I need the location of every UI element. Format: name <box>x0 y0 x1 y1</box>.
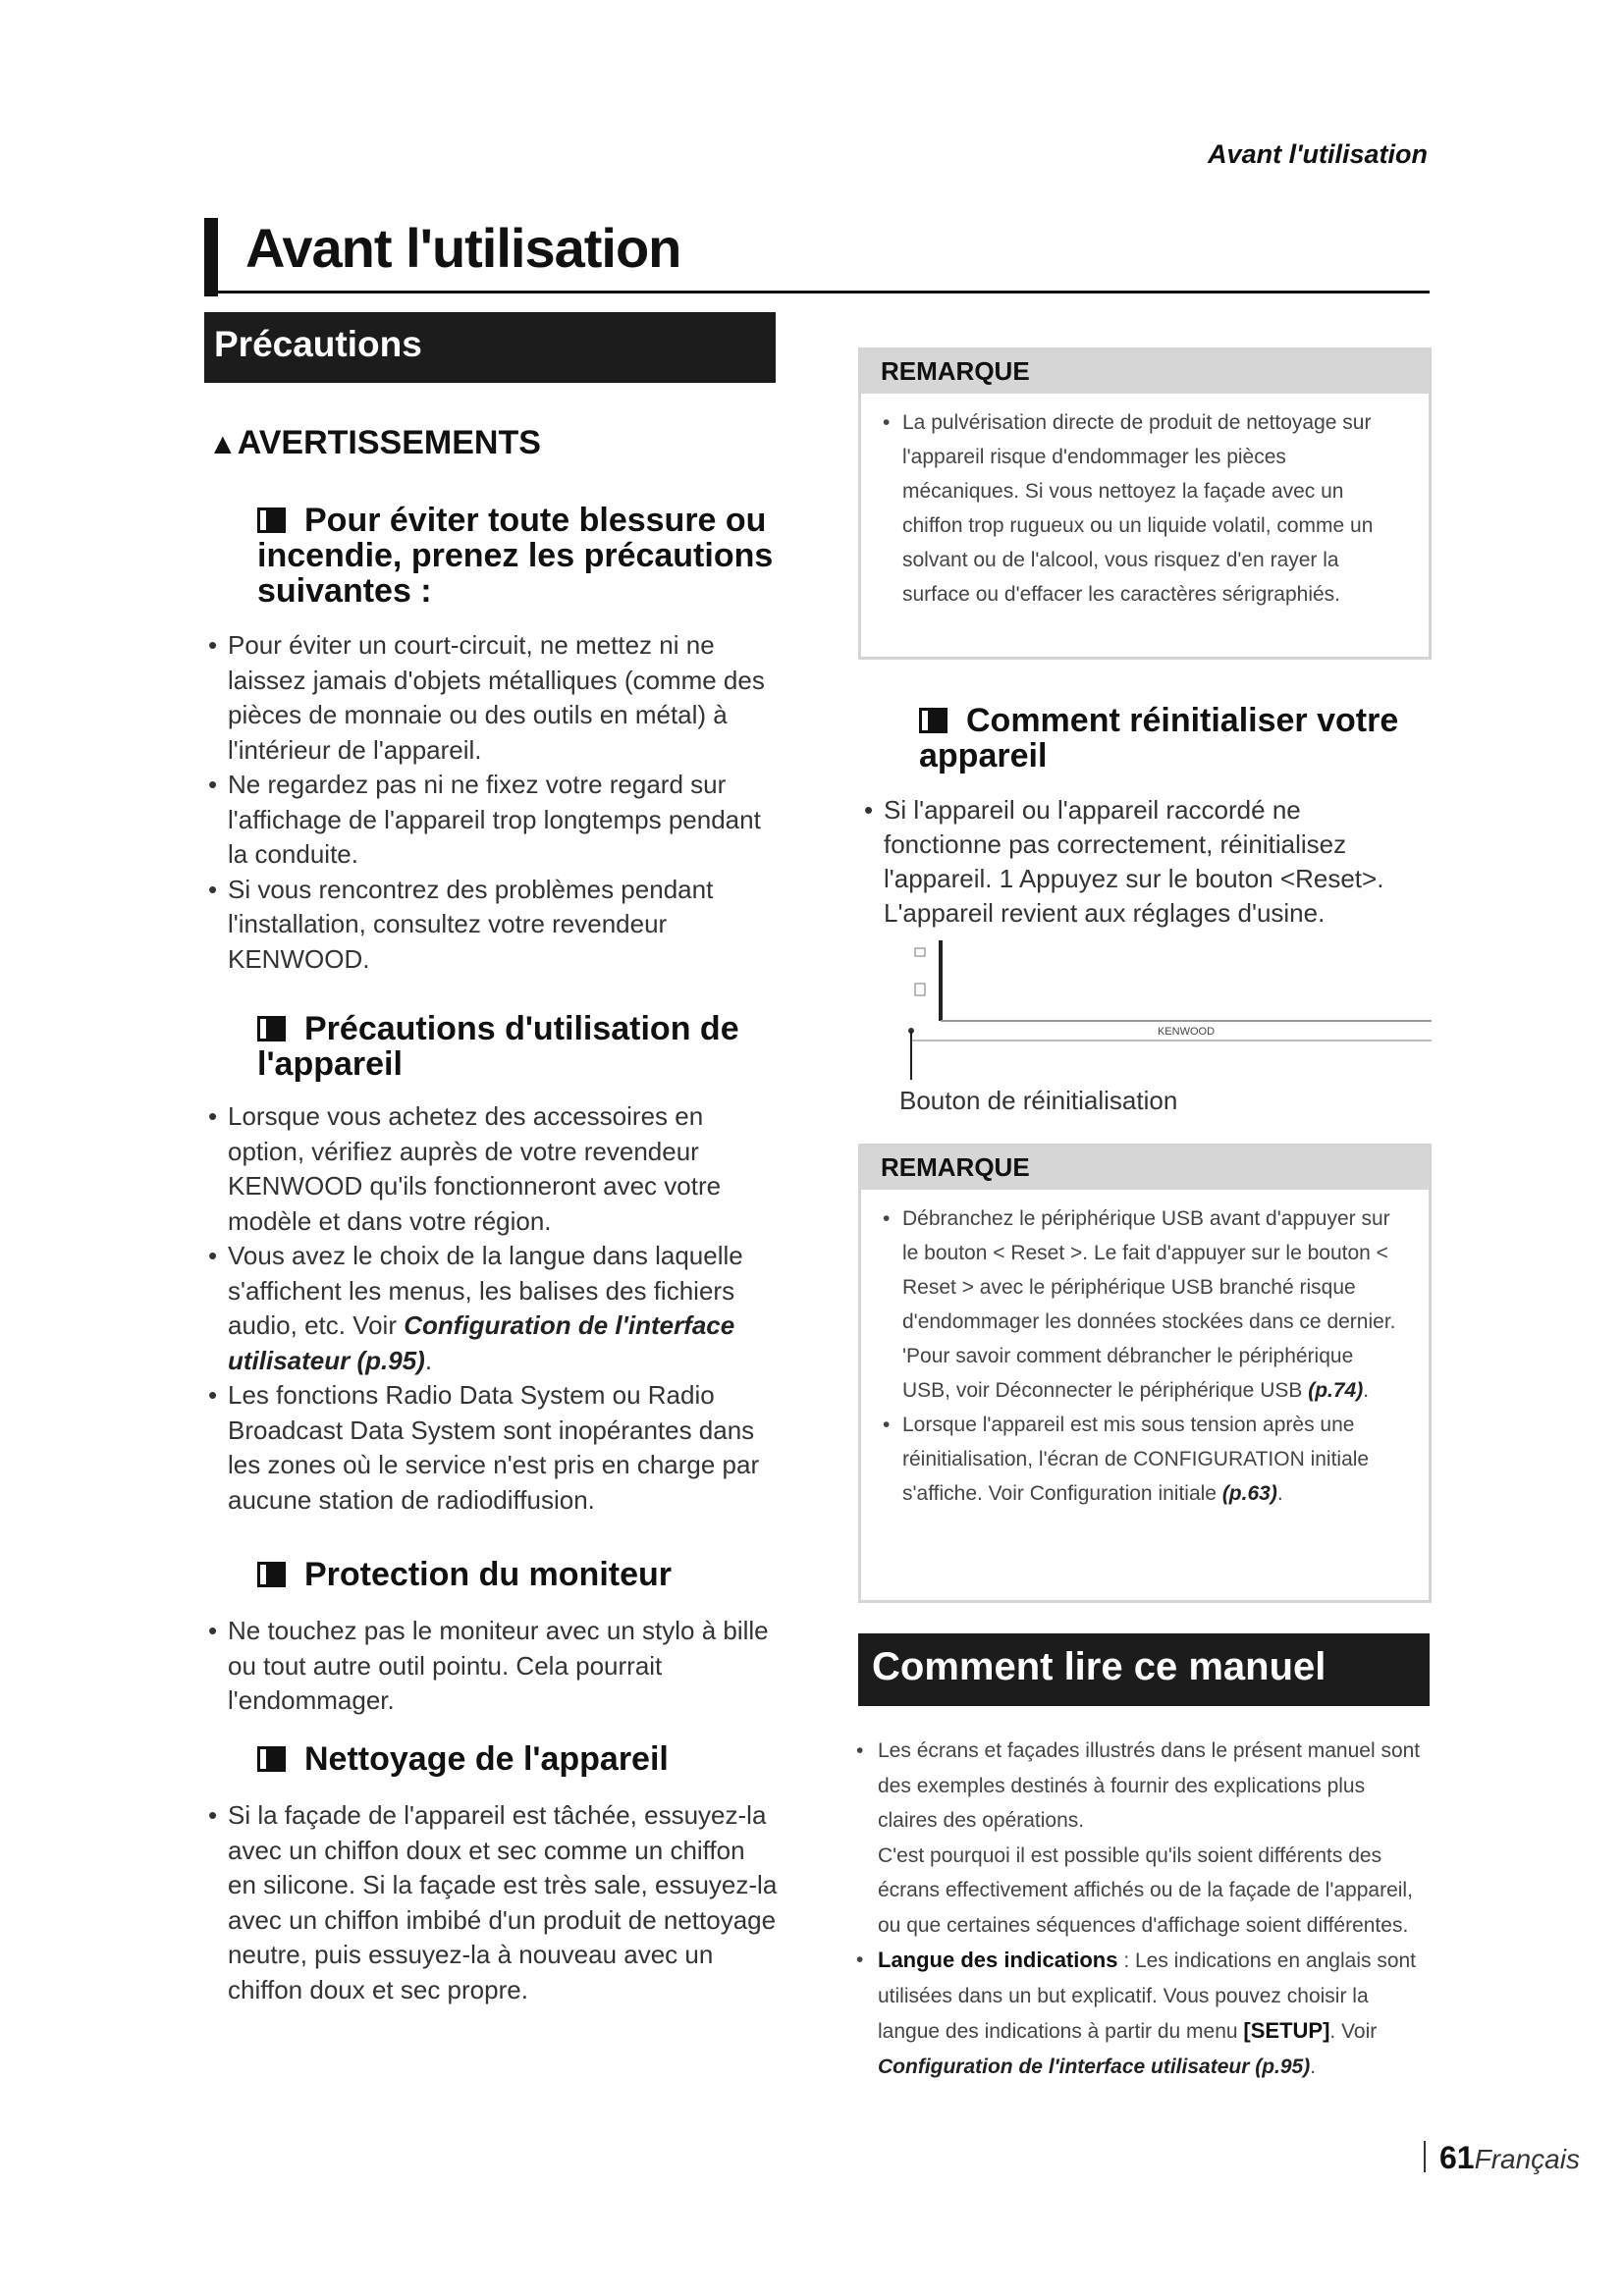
list-utilisation <box>208 1099 780 1518</box>
warnings-heading-text: AVERTISSEMENTS <box>237 424 541 461</box>
list-item: • Si vous rencontrez des problèmes pendant l'installation, consultez votre revendeur KENWOOD. <box>208 873 780 978</box>
list-item-text: : Les indications en anglais sont utilisées dans un but explicatif. Vous pouvez choisir la langue des indications à partir du menu <box>878 1949 1417 2043</box>
list-item-end: . <box>424 1345 433 1375</box>
note-item <box>883 1201 1405 1408</box>
list-nettoyage <box>208 1798 780 2007</box>
running-header: Avant l'utilisation <box>1208 139 1428 169</box>
section-manual-heading: Comment lire ce manuel <box>858 1633 1430 1706</box>
subheading-blessure-text: Pour éviter toute blessure ou incendie, prenez les précautions suivantes : <box>257 502 774 610</box>
note-item-end: . <box>1363 1379 1370 1402</box>
footer-language: Français <box>1474 2144 1580 2174</box>
link-p63[interactable]: (p.63) <box>1221 1482 1277 1505</box>
list-item: • Si la façade de l'appareil est tâchée, essuyez-la avec un chiffon doux et sec comme un chiffon en silicone. Si la façade est très sale, essuyez-la avec un chiffon imbibé d'un produit de nettoyage neutre, puis essuyez-la à nouveau avec un chiffon doux et sec propre. <box>208 1798 780 2007</box>
title-accent-bar <box>204 218 218 296</box>
note-box-usb <box>858 1144 1432 1603</box>
note-box-cleaning <box>858 347 1432 660</box>
note-item <box>883 1408 1405 1511</box>
kenwood-logo: KENWOOD <box>1157 1026 1216 1038</box>
note-heading: REMARQUE <box>861 1147 1429 1190</box>
indications-label: Langue des indications <box>878 1948 1118 1972</box>
warning-triangle-icon: ▲ <box>208 428 238 460</box>
list-item <box>208 1239 780 1378</box>
page-footer <box>1424 2140 1580 2176</box>
list-item: • Les fonctions Radio Data System ou Radio Broadcast Data System sont inopérantes dans les zones où le service n'est pris en charge par aucune station de radiodiffusion. <box>208 1378 780 1518</box>
list-item <box>856 1943 1426 2084</box>
note-item-text: Débranchez le périphérique USB avant d'appuyer sur le bouton < Reset >. Le fait d'appuyer sur le bouton < Reset > avec le périphérique USB branché risque d'endommager les données stockées dans ce dernier. 'Pour savoir comment débrancher le périphérique USB, voir Déconnecter le périphérique USB <box>902 1207 1396 1402</box>
link-p74[interactable]: (p.74) <box>1308 1379 1364 1402</box>
list-manual <box>856 1734 1426 2084</box>
note-list <box>861 405 1429 612</box>
page-title: Avant l'utilisation <box>245 217 681 279</box>
list-item: • Lorsque vous achetez des accessoires en option, vérifiez auprès de votre revendeur KENWOOD qu'ils fonctionneront avec votre modèle et dans votre région. <box>208 1099 780 1239</box>
list-item-text: . Voir <box>1329 2020 1378 2043</box>
list-moniteur <box>208 1614 780 1719</box>
section-box-icon <box>257 1016 283 1041</box>
note-heading: REMARQUE <box>861 350 1429 394</box>
subheading-moniteur <box>257 1557 787 1592</box>
device-button-icon <box>915 984 925 995</box>
note-item-end: . <box>1276 1482 1283 1505</box>
section-box-icon <box>919 708 945 733</box>
list-item: • Ne regardez pas ni ne fixez votre regard sur l'affichage de l'appareil trop longtemps pendant la conduite. <box>208 768 780 873</box>
list-item-text: C'est pourquoi il est possible qu'ils soient différents des écrans effectivement affichés ou de la façade de l'appareil, ou que certaines séquences d'affichage soient différentes. <box>878 1843 1413 1937</box>
reset-button-diagram <box>901 933 1432 1099</box>
subheading-reset-text: Comment réinitialiser votre appareil <box>919 702 1399 774</box>
note-list <box>861 1201 1429 1511</box>
note-item-text: Lorsque l'appareil est mis sous tension après une réinitialisation, l'écran de CONFIGURATION initiale s'affiche. Voir Configuration initiale <box>902 1414 1370 1505</box>
link-config-interface-2[interactable]: Configuration de l'interface utilisateur (p.95) <box>878 2055 1311 2078</box>
section-precautions-heading: Précautions <box>204 312 776 383</box>
list-item: • Ne touchez pas le moniteur avec un stylo à bille ou tout autre outil pointu. Cela pourrait l'endommager. <box>208 1614 780 1719</box>
note-item: • La pulvérisation directe de produit de nettoyage sur l'appareil risque d'endommager les pièces mécaniques. Si vous nettoyez la façade avec un chiffon trop rugueux ou un liquide volatil, comme un solvant ou de l'alcool, vous risquez d'en rayer la surface ou d'effacer les caractères sérigraphiés. <box>883 405 1405 612</box>
subheading-nettoyage-text: Nettoyage de l'appareil <box>304 1740 669 1778</box>
subheading-nettoyage <box>257 1741 787 1777</box>
subheading-blessure <box>257 503 787 609</box>
title-rule <box>204 291 1430 294</box>
page-number: 61 <box>1439 2140 1475 2175</box>
subheading-utilisation <box>257 1011 787 1082</box>
list-blessure <box>208 628 780 977</box>
list-item: • Pour éviter un court-circuit, ne mettez ni ne laissez jamais d'objets métalliques (comme des pièces de monnaie ou des outils en métal) à l'intérieur de l'appareil. <box>208 628 780 768</box>
link-config-interface[interactable]: Configuration de l'interface utilisateur (p.95) <box>228 1310 735 1375</box>
list-item-end: . <box>1310 2055 1317 2078</box>
subheading-utilisation-text: Précautions d'utilisation de l'appareil <box>257 1010 739 1083</box>
device-button-icon <box>915 948 925 956</box>
section-box-icon <box>257 1562 283 1587</box>
warnings-heading <box>208 424 541 462</box>
footer-divider <box>1424 2141 1426 2172</box>
list-item: • Si l'appareil ou l'appareil raccordé ne fonctionne pas correctement, réinitialisez l'appareil. 1 Appuyez sur le bouton <Reset>. L'appareil revient aux réglages d'usine. <box>864 793 1414 931</box>
list-item <box>856 1734 1426 1943</box>
list-reset <box>864 793 1414 931</box>
setup-key: [SETUP] <box>1243 2018 1330 2043</box>
list-item-text: Vous avez le choix de la langue dans laquelle s'affichent les menus, les balises des fichiers audio, etc. Voir <box>228 1241 743 1340</box>
section-box-icon <box>257 1746 283 1772</box>
section-box-icon <box>257 507 283 533</box>
subheading-reset <box>919 703 1439 774</box>
list-item-text: Les écrans et façades illustrés dans le présent manuel sont des exemples destinés à fournir des explications plus claires des opérations. <box>878 1739 1421 1832</box>
figure-caption: Bouton de réinitialisation <box>899 1086 1178 1115</box>
subheading-moniteur-text: Protection du moniteur <box>304 1556 672 1593</box>
